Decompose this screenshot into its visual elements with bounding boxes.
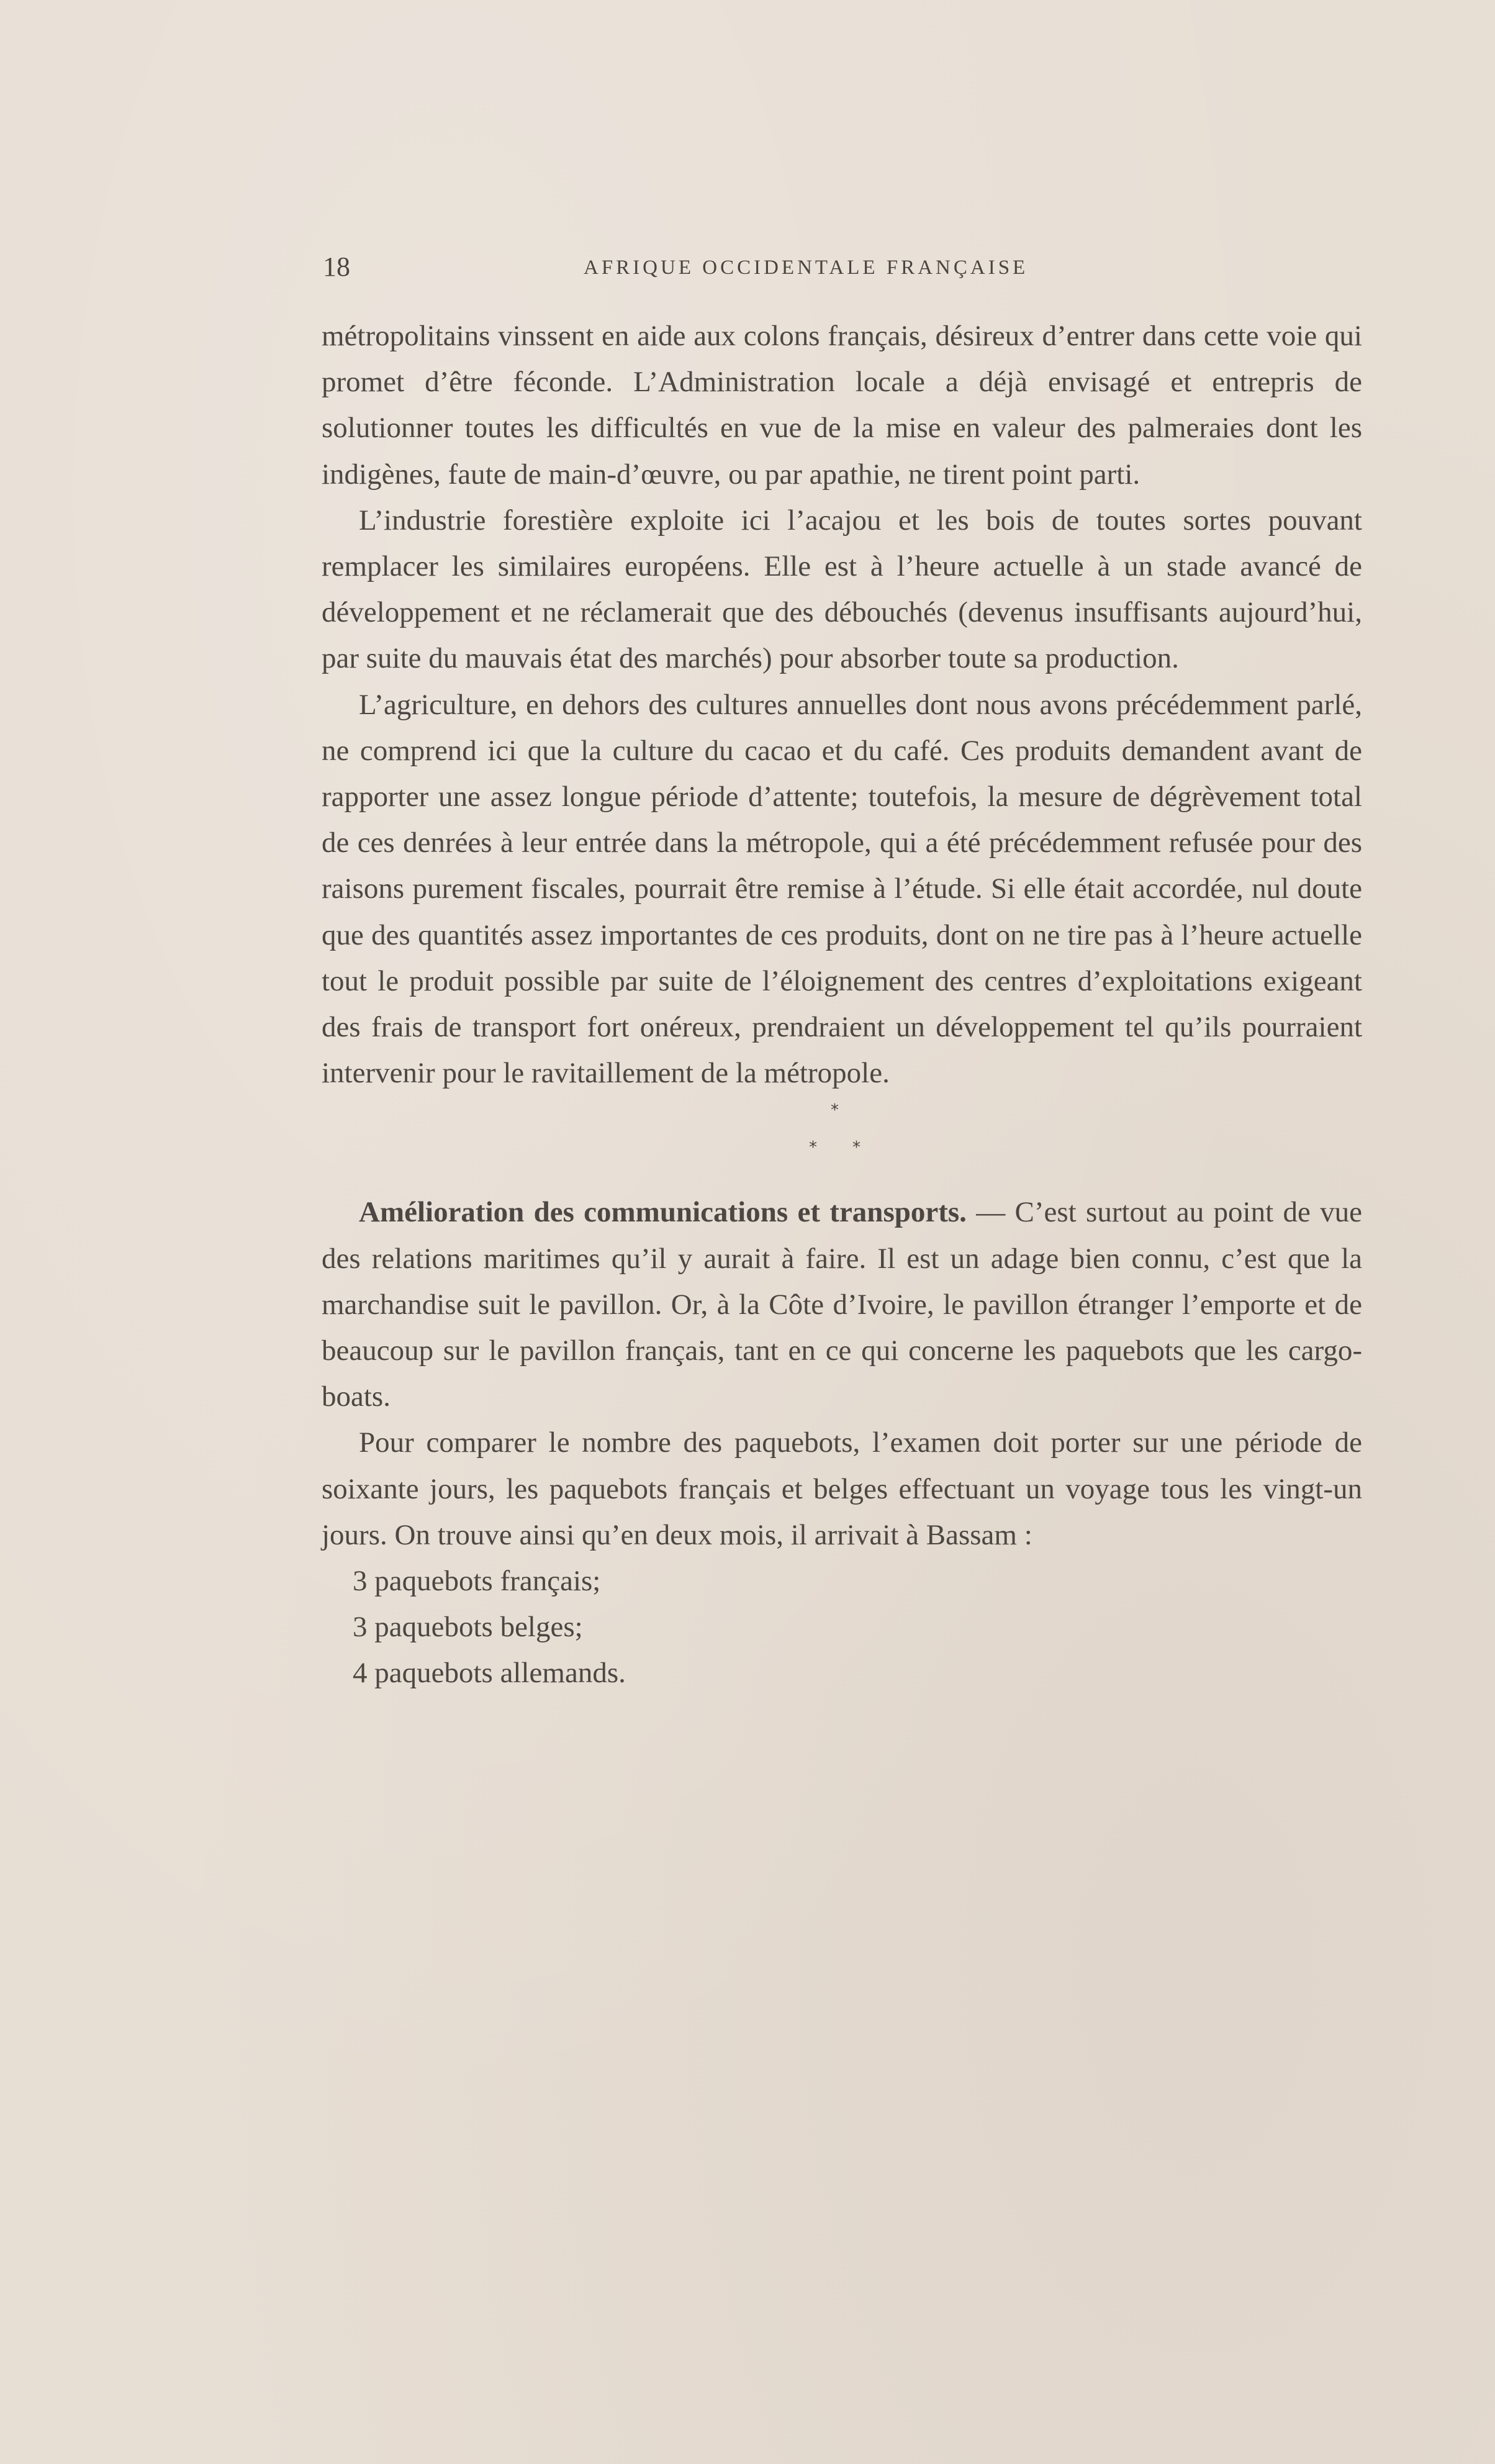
list-item: 3 paquebots français; bbox=[353, 1565, 601, 1598]
section-paragraph-2: Pour comparer le nombre des paquebots, l’examen doit porter sur une période de soixante jours, les paquebots français et belges effectuant un voyage tous les vingt-un jours. On trouve ainsi qu’en deux mois, il arrivait à Bassam : bbox=[322, 1426, 1362, 1551]
section-paragraph-1 bbox=[322, 1189, 1362, 1420]
section-heading-continuation: — C’est surtout au point de vue des relations maritimes qu’il y aurait à faire. Il est un adage bien connu, c’est que la marchandise suit le pavillon. Or, à la Côte d’Ivoire, le pavillon étranger l’emporte et de beaucoup sur le pavillon français, tant en ce qui concerne les paquebots que les cargo-boats. bbox=[322, 1196, 1362, 1413]
section-heading: Amélioration des communications et transports. bbox=[359, 1196, 967, 1229]
separator-star: * bbox=[852, 1138, 860, 1157]
page-header bbox=[323, 248, 1105, 286]
paragraph-2: L’industrie forestière exploite ici l’acajou et les bois de toutes sortes pouvant remplacer les similaires européens. Elle est à l’heure actuelle à un stade avancé de développement et ne réclamerait que des débouchés (devenus insuffisants aujourd’hui, par suite du mauvais état des marchés) pour absorber toute sa production. bbox=[322, 504, 1362, 675]
running-title: AFRIQUE OCCIDENTALE FRANÇAISE bbox=[584, 256, 1029, 279]
section-separator bbox=[322, 1096, 1362, 1189]
page-number: 18 bbox=[323, 251, 350, 282]
paragraph-3: L’agriculture, en dehors des cultures annuelles dont nous avons précédemment parlé, ne comprend ici que la culture du cacao et du café. Ces produits demandent avant de rapporter une assez longue période d’attente; toutefois, la mesure de dégrèvement total de ces denrées à leur entrée dans la métropole, qui a été précédemment refusée pour des raisons purement fiscales, pourrait être remise à l’étude. Si elle était accordée, nul doute que des quantités assez importantes de ces produits, dont on ne tire pas à l’heure actuelle tout le produit possible par suite de l’éloignement des centres d’exploitations exigeant des frais de transport fort onéreux, prendraient un développement tel qu’ils pourraient intervenir pour le ravitaillement de la métropole. bbox=[322, 688, 1362, 1090]
list-item: 3 paquebots belges; bbox=[353, 1611, 583, 1644]
paragraph-1: métropolitains vinssent en aide aux colons français, désireux d’entrer dans cette voie qui promet d’être féconde. L’Administration locale a déjà envisagé et entrepris de solutionner toutes les difficultés en vue de la mise en valeur des palmeraies dont les indigènes, faute de main-d’œuvre, ou par apathie, ne tirent point parti. bbox=[322, 320, 1362, 491]
separator-star: * bbox=[831, 1101, 839, 1120]
list-item: 4 paquebots allemands. bbox=[353, 1657, 626, 1690]
body-text bbox=[322, 313, 1362, 1696]
separator-star: * bbox=[809, 1138, 817, 1157]
